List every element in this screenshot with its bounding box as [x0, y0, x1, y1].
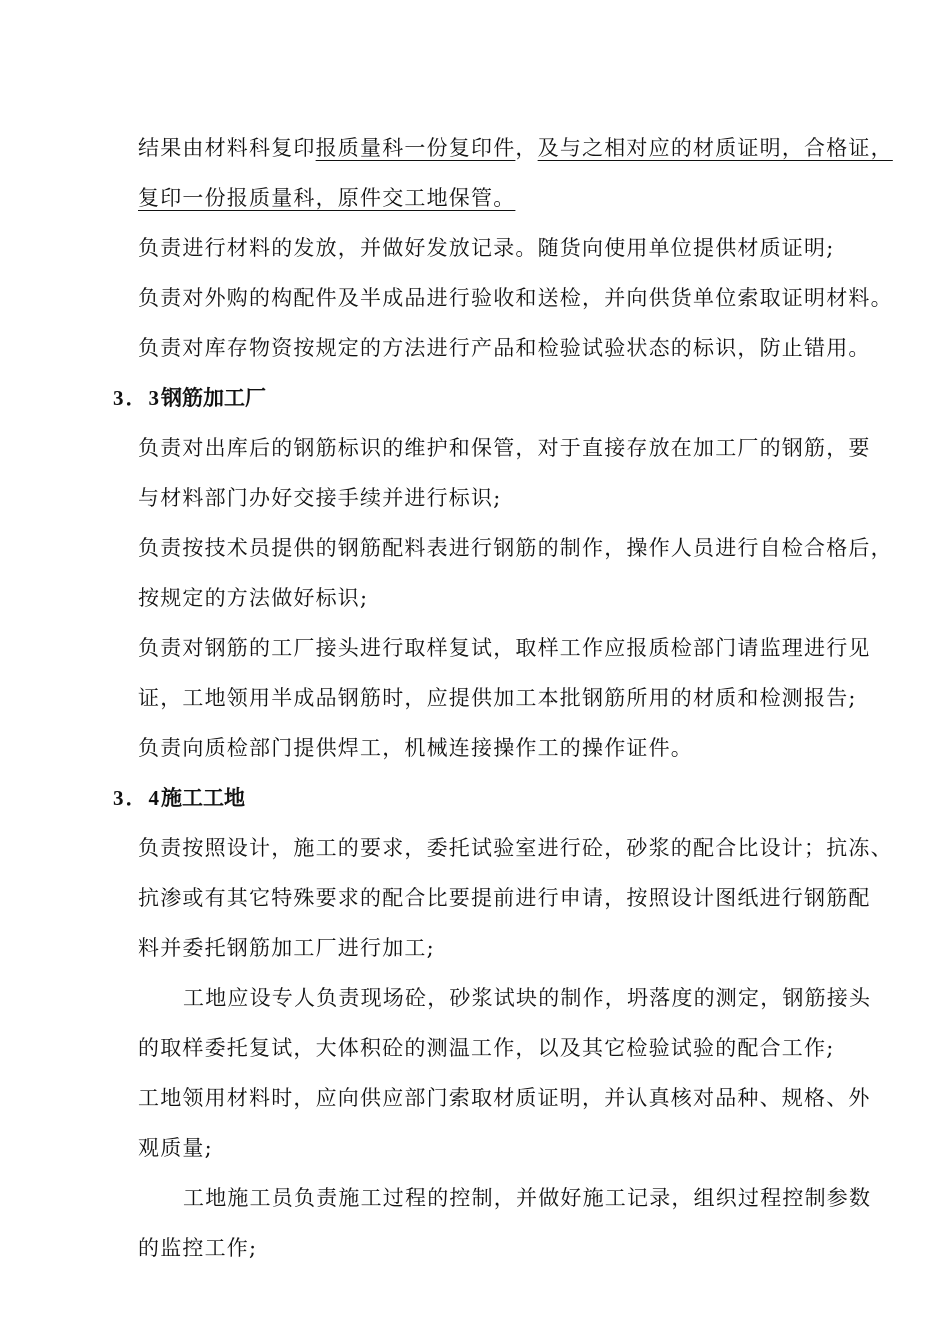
paragraph-line — [138, 183, 515, 213]
paragraph-line: 负责对库存物资按规定的方法进行产品和检验试验状态的标识，防止错用。 — [138, 336, 871, 360]
paragraph-line: 负责对钢筋的工厂接头进行取样复试，取样工作应报质检部门请监理进行见 — [138, 636, 871, 660]
text-run: ， — [515, 136, 538, 160]
paragraph-line: 抗渗或有其它特殊要求的配合比要提前进行申请，按照设计图纸进行钢筋配 — [138, 886, 871, 910]
paragraph-line: 观质量; — [138, 1136, 213, 1160]
paragraph-line: 的取样委托复试，大体积砼的测温工作，以及其它检验试验的配合工作; — [138, 1036, 835, 1060]
section-title: 钢筋加工厂 — [161, 386, 266, 410]
paragraph-line: 负责对外购的构配件及半成品进行验收和送检，并向供货单位索取证明材料。 — [138, 286, 893, 310]
underlined-text: 及与之相对应的材质证明，合格证， — [537, 136, 893, 160]
paragraph-line: 料并委托钢筋加工厂进行加工; — [138, 936, 435, 960]
underlined-text: 报质量科一份复印件 — [315, 136, 516, 160]
paragraph-line: 负责对出库后的钢筋标识的维护和保管，对于直接存放在加工厂的钢筋，要 — [138, 436, 871, 460]
section-title: 施工工地 — [161, 786, 245, 810]
paragraph-line: 负责按技术员提供的钢筋配料表进行钢筋的制作，操作人员进行自检合格后， — [138, 536, 893, 560]
paragraph-line: 负责向质检部门提供焊工，机械连接操作工的操作证件。 — [138, 736, 693, 760]
paragraph-line: 工地领用材料时，应向供应部门索取材质证明，并认真核对品种、规格、外 — [138, 1086, 871, 1110]
paragraph-line: 工地施工员负责施工过程的控制，并做好施工记录，组织过程控制参数 — [183, 1186, 872, 1210]
text-run: 结果由材料科复印 — [138, 136, 316, 160]
paragraph-line: 的监控工作; — [138, 1236, 258, 1260]
section-heading — [113, 383, 266, 413]
section-heading — [113, 783, 245, 813]
paragraph-line: 证，工地领用半成品钢筋时，应提供加工本批钢筋所用的材质和检测报告; — [138, 686, 857, 710]
paragraph-line: 负责按照设计，施工的要求，委托试验室进行砼，砂浆的配合比设计；抗冻、 — [138, 836, 893, 860]
underlined-text: 复印一份报质量科，原件交工地保管。 — [138, 186, 516, 210]
paragraph-line: 与材料部门办好交接手续并进行标识; — [138, 486, 502, 510]
paragraph-line: 工地应设专人负责现场砼，砂浆试块的制作，坍落度的测定，钢筋接头 — [183, 986, 872, 1010]
paragraph-line — [138, 133, 893, 163]
paragraph-line: 按规定的方法做好标识; — [138, 586, 369, 610]
paragraph-line: 负责进行材料的发放，并做好发放记录。随货向使用单位提供材质证明; — [138, 236, 835, 260]
section-number: 3．4 — [113, 786, 161, 810]
section-number: 3．3 — [113, 386, 161, 410]
